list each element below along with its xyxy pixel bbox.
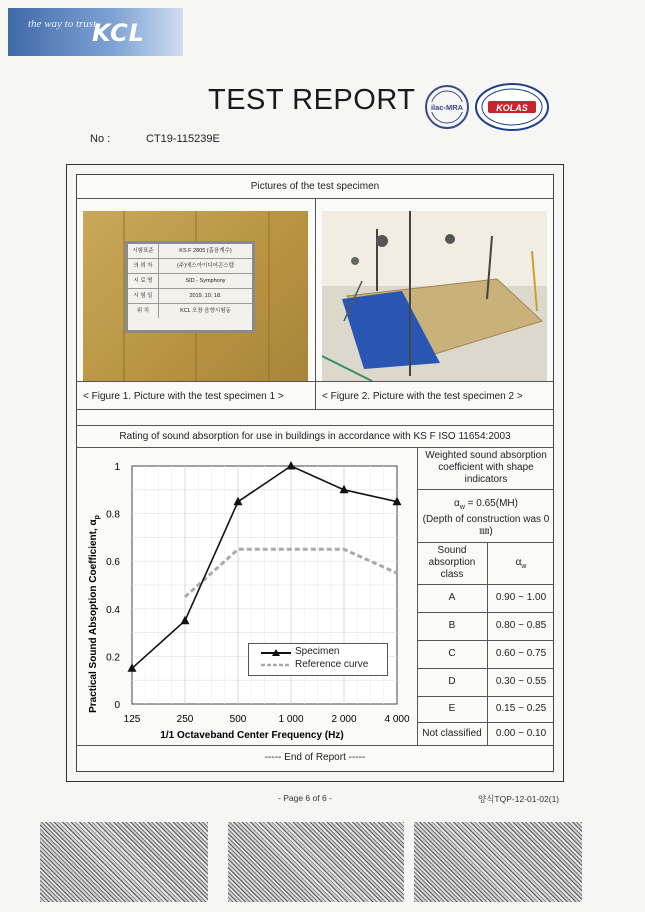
- bottom-strip: [228, 822, 404, 902]
- kcl-banner: [8, 8, 183, 56]
- specimen-point: [287, 461, 296, 470]
- bottom-strip: [414, 822, 582, 902]
- x-tick-label: 250: [176, 714, 194, 725]
- divider: [417, 612, 554, 613]
- alpha-w-value: $\alpha_w = 0.65(MH)$: [454, 498, 518, 511]
- divider: [76, 425, 554, 426]
- kcl-logo: KCL: [92, 19, 145, 47]
- class-label: D: [448, 676, 456, 687]
- svg-text:KOLAS: KOLAS: [496, 103, 528, 113]
- divider: [315, 198, 316, 409]
- divider: [76, 381, 554, 382]
- y-tick-label: 0.4: [106, 604, 120, 616]
- depth-note: (Depth of construction was 0 ㎜): [422, 514, 550, 537]
- class-range: 0.15 ~ 0.25: [495, 703, 547, 714]
- class-range: 0.90 ~ 1.00: [495, 592, 547, 603]
- x-tick-label: 4 000: [384, 714, 410, 725]
- bottom-strip: [40, 822, 208, 902]
- tagline: the way to trust: [28, 18, 97, 30]
- specimen-photo-2: [322, 211, 547, 381]
- class-range: 0.80 ~ 0.85: [495, 620, 547, 631]
- y-tick-label: 0.2: [106, 652, 120, 664]
- legend-reference-curve: Reference curve: [295, 659, 369, 670]
- kolas-seal: [474, 82, 550, 132]
- x-axis-label: 1/1 Octaveband Center Frequency (Hz): [160, 730, 344, 741]
- legend-specimen: Specimen: [295, 646, 340, 657]
- specimen-sign-board: 시험표준 KS F 2805 (흡음계수) 의 뢰 자 (주)에스아이디어곤스텝 시 료 명 SID - Symphony 시 험 일 2019. 10. 18. 위 치 KCL 오창 음향시험동: [125, 241, 255, 333]
- y-tick-label: 0.6: [106, 557, 120, 569]
- x-tick-label: 2 000: [331, 714, 357, 725]
- figure-2-caption: < Figure 2. Picture with the test specimen 2 >: [322, 391, 523, 402]
- y-tick-label: 0.8: [106, 509, 120, 521]
- x-tick-label: 500: [229, 714, 247, 725]
- y-axis-label: Practical Sound Absoption Coefficient, $\alpha_p$: [88, 515, 101, 713]
- class-column-header: Sound absorption class: [428, 545, 476, 580]
- class-range: 0.00 ~ 0.10: [495, 727, 547, 739]
- divider: [417, 542, 554, 543]
- y-tick-label: 0: [114, 700, 120, 711]
- page-title: TEST REPORT: [208, 84, 416, 116]
- class-range: 0.30 ~ 0.55: [495, 676, 547, 687]
- divider: [417, 489, 554, 490]
- aw-column-header: $\alpha_w$: [515, 557, 527, 570]
- x-tick-label: 125: [123, 714, 141, 725]
- x-tick-label: 1 000: [278, 714, 304, 725]
- divider: [417, 696, 554, 697]
- report-no-value: CT19-115239E: [146, 133, 220, 145]
- chart-legend: [248, 643, 388, 676]
- divider: [417, 584, 554, 585]
- divider: [76, 745, 554, 746]
- rating-section-title: Rating of sound absorption for use in buildings in accordance with KS F ISO 11654:2003: [119, 431, 511, 442]
- pictures-section-title: Pictures of the test specimen: [250, 181, 380, 192]
- class-label: C: [448, 648, 456, 659]
- weighted-coefficient-header: Weighted sound absorption coefficient with shape indicators: [425, 450, 547, 485]
- report-no-label: No :: [90, 133, 111, 145]
- end-of-report: ----- End of Report -----: [264, 752, 366, 763]
- svg-text:ilac-MRA: ilac-MRA: [430, 103, 464, 112]
- figure-1-caption: < Figure 1. Picture with the test specimen 1 >: [83, 391, 284, 402]
- class-label: Not classified: [422, 727, 482, 739]
- divider: [487, 542, 488, 745]
- specimen-photo-1: [83, 211, 308, 381]
- divider: [417, 640, 554, 641]
- page-number: - Page 6 of 6 -: [278, 793, 332, 803]
- class-range: 0.60 ~ 0.75: [495, 648, 547, 659]
- divider: [417, 722, 554, 723]
- divider: [76, 409, 554, 410]
- class-label: B: [448, 620, 456, 631]
- class-label: E: [448, 703, 456, 714]
- y-tick-label: 1: [114, 462, 120, 473]
- class-label: A: [448, 592, 456, 603]
- form-code: 양식TQP-12-01-02(1): [478, 794, 560, 804]
- ilac-mra-seal: [424, 84, 470, 130]
- absorption-chart: [77, 448, 417, 748]
- divider: [417, 668, 554, 669]
